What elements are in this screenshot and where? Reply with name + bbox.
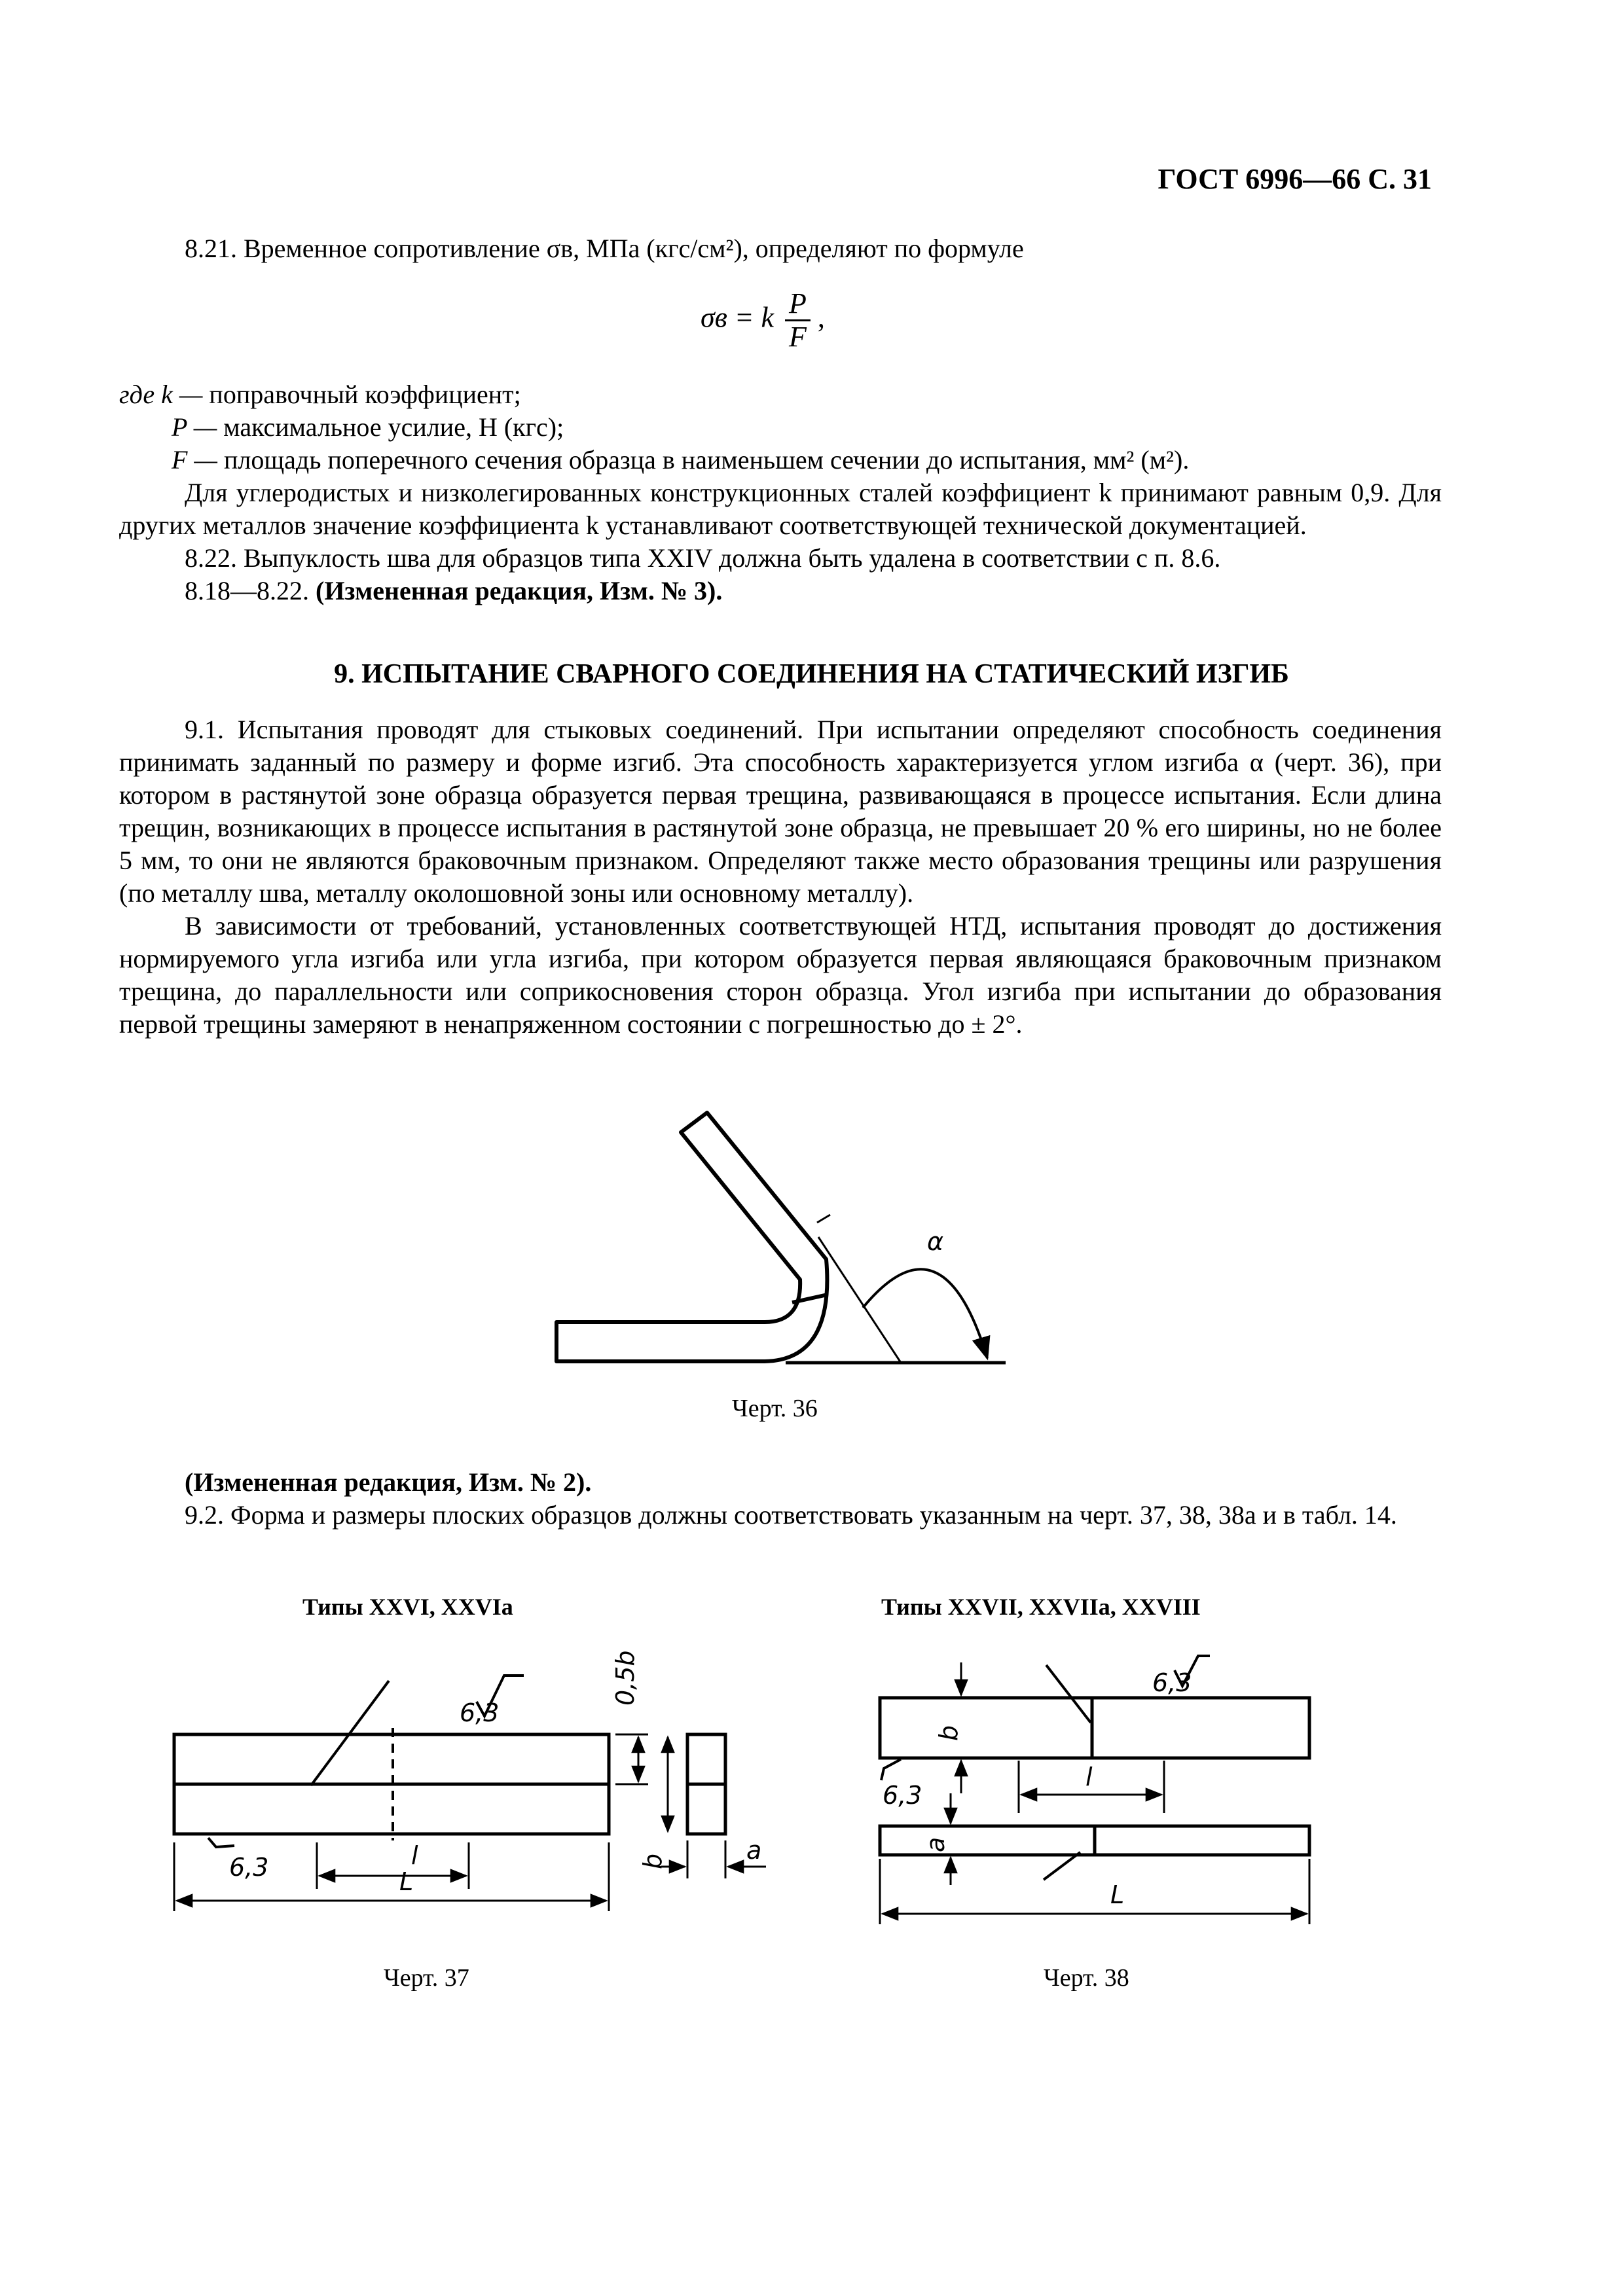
def-p: P — максимальное усилие, Н (кгс); (172, 412, 564, 442)
fig38-caption: Черт. 38 (1044, 1964, 1129, 1992)
fig37-subhead: Типы XXVI, XXVIa (302, 1594, 513, 1620)
fig36-caption: Черт. 36 (732, 1395, 818, 1422)
fig37-dim-a: a (746, 1836, 762, 1865)
paragraphs-8-22: Для углеродистых и низколегированных конструкционных сталей коэффициент k принимают равным 0,9. Для других металлов значение коэффициента k устанавливают соответствующей технической документацией. 8.22. Выпуклость шва для образцов типа XXIV должна быть удалена в соответствии с п. 8.6. 8.18—8.22. (Измененная редакция, Изм. № 3). (119, 478, 1442, 605)
def-f: F — площадь поперечного сечения образца в наименьшем сечении до испытания, мм² (м²). (172, 445, 1190, 475)
fig37-caption: Черт. 37 (384, 1964, 469, 1992)
fig37-dim-half-b: 0,5b (611, 1650, 640, 1706)
fig37-roughness-top: 6,3 (460, 1698, 500, 1727)
fig38-dim-L: L (1110, 1880, 1125, 1909)
formula-fraction: $\frac{P}{F}$ (785, 288, 811, 353)
page-header: ГОСТ 6996—66 С. 31 (1158, 163, 1432, 195)
fig38-roughness-left: 6,3 (883, 1781, 922, 1810)
fig37-dim-L: L (399, 1867, 414, 1896)
formula-sigma: σв = k $\frac{P}{F}$ , (701, 287, 825, 353)
fig37-roughness-left: 6,3 (229, 1853, 269, 1882)
fig38-subhead: Типы XXVII, XXVIIa, XXVIII (881, 1594, 1201, 1620)
fig38-dim-a: a (921, 1837, 950, 1852)
fig37-dim-b: b (638, 1853, 667, 1869)
fig36-alpha-label: α (927, 1227, 944, 1256)
fig38-dim-b: b (934, 1725, 963, 1741)
def-k: где k — поправочный коэффициент; (119, 380, 521, 409)
paragraphs-9-2: (Измененная редакция, Изм. № 2). 9.2. Форма и размеры плоских образцов должны соответствовать указанным на черт. 37, 38, 38а и в табл. 14. (185, 1467, 1397, 1530)
paragraph-8-21: 8.21. Временное сопротивление σв, МПа (кгс/см²), определяют по формуле (185, 234, 1024, 263)
fig38-dim-l: l (1085, 1763, 1093, 1791)
fig37-dim-l: l (411, 1841, 418, 1870)
fig38-roughness-top: 6,3 (1152, 1668, 1192, 1697)
fig38-drawing (880, 1656, 1309, 1924)
paragraphs-9-1: 9.1. Испытания проводят для стыковых соединений. При испытании определяют способность соединения принимать заданный по размеру и форме изгиб. Эта способность характеризуется углом изгиба α (черт. 36), при котором в растянутой зоне образца образуется первая трещина, развивающаяся в процессе испытания. Если длина трещин, возникающих в процессе испытания в растянутой зоне образца, не превышает 20 % его ширины, но не более 5 мм, то они не являются браковочным признаком. Определяют также место образования трещины или разрушения (по металлу шва, металлу околошовной зоны или основному металлу). В зависимости от требований, установленных соответствующей НТД, испытания проводят до достижения нормируемого угла изгиба или угла изгиба, при котором образуется первая являющаяся браковочным признаком трещина, до параллельности или соприкосновения сторон образца. Угол изгиба при испытании до образования первой трещины замеряют в ненапряженном состоянии с погрешностью до ± 2°. (119, 715, 1442, 1039)
section-9-heading: 9. ИСПЫТАНИЕ СВАРНОГО СОЕДИНЕНИЯ НА СТАТИЧЕСКИЙ ИЗГИБ (334, 659, 1289, 689)
